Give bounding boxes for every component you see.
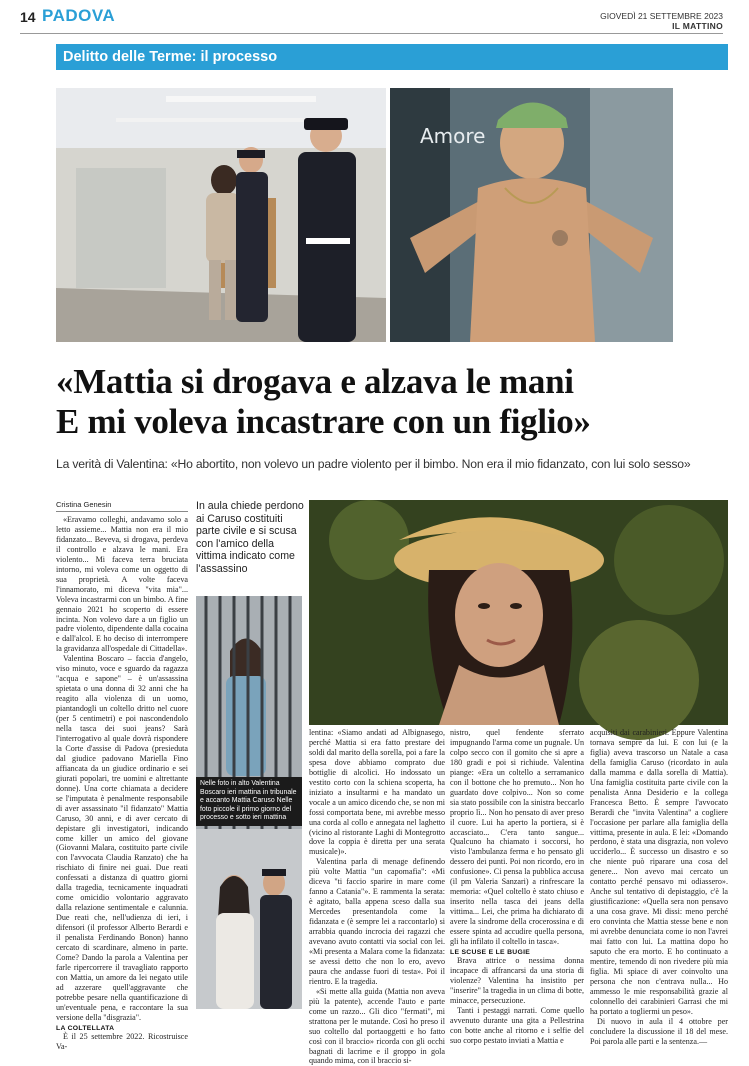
byline: Cristina Genesin — [56, 500, 112, 509]
paragraph: lentina: «Siamo andati ad Albignasego, perché Mattia si era fatto prestare dei soldi dal marito della sorella, poi a fare la spesa dove abbiamo comprato due bottiglie di alcolici. Ho indossato un vestito corto con la schiena scoperta, ha iniziato a insultarmi e ha mandato un vocale a un amico dicendo che, se non mi fossi comportata bene, mi avrebbe messo una corda al collo e annegata nel laghetto (vicino al ristorante Laghi di Montegrotto dove la coppia è diretta per una serata musicale)». — [309, 728, 445, 857]
paragraph: Di nuovo in aula il 4 ottobre per concludere la discussione il 18 del mese. Poi parola alle parti e la sentenza.— — [590, 1016, 728, 1046]
subtitle: La verità di Valentina: «Ho abortito, non volevo un padre violento per il bimbo. Non era il mio fidanzato, con lui solo sesso» — [56, 457, 691, 471]
article-column-2 — [309, 728, 445, 1066]
article-column-1 — [56, 515, 188, 1052]
headline — [56, 362, 728, 442]
photo-caption: Nelle foto in alto Valentina Boscaro ieri mattina in tribunale e accanto Mattia Caruso Nelle foto piccole il primo giorno del processo e sotto ieri mattina — [196, 777, 302, 826]
publication-date: GIOVEDÌ 21 SETTEMBRE 2023 — [600, 11, 723, 21]
headline-line-1: «Mattia si drogava e alzava le mani — [56, 362, 574, 401]
subhead-scuse-bugie: LE SCUSE E LE BUGIE — [450, 948, 531, 956]
topic-banner — [56, 44, 728, 70]
headline-line-2: E mi voleva incastrare con un figlio» — [56, 402, 591, 441]
header-rule — [20, 33, 723, 34]
photo-tattoo-text: Amore — [420, 124, 486, 148]
photo-first-hearing — [196, 829, 302, 1009]
paragraph: «Eravamo colleghi, andavamo solo a letto assieme... Mattia non era il mio fidanzato... Beveva, si drogava, perdeva il controllo e alzava le mani. Era violento... Mi faceva terra bruciata intorno, mi voleva come un oggetto di sua proprietà. A volte faceva l'innamorato, mi diceva "vita mia"... Voleva incastrarmi con un bimbo. A fine gennaio 2021 ho scoperto di essere incinta. Non volevo dare a un figlio un padre violento, dipendente dalla cocaina e dall'alcol. E ho deciso di interrompere la gravidanza all'ospedale di Cittadella». — [56, 515, 188, 654]
paragraph: Tanti i pestaggi narrati. Come quello avvenuto durante una gita a Pellestrina con botte anche al ritorno e i selfie del suo corpo pestato inviati a Mattia e — [450, 1005, 584, 1045]
newspaper-name: IL MATTINO — [672, 21, 723, 31]
paragraph: acquisiti dai carabinieri. Eppure Valentina tornava sempre da lui. E con lui (e la figlia) aveva trascorso un Natale a casa della famiglia Caruso (ricordato in aula dalla mamma e dalla sorella di Mattia). Una famiglia costituita parte civile con la penalista Anna Desiderio e la collega Francesca Betto. È sempre l'avvocato Berardi che "invita Valentina" a cogliere l'occasione per parlare alla famiglia della vittima, presente in aula. E lei: «Domando perdono, è stata una disgrazia, non volevo ucciderlo... È successo un disastro e so che niente può riparare una cosa del genere... Non avevo mai cercato un contatto perché pensavo mi odiassero». Anche sul tentativo di depistaggio, c'è la giustificazione: «Quella sera non pensavo a una cosa grave. Mi dissi: meno perché ero convinta che Mattia stesse bene e non mi avrebbe denunciata come io non l'avrei mai fatto con lui. La mattina dopo ho saputo che era morto. E ho continuato a mentire, temendo di non rivedere più mia figlia. Mi spiace di aver coinvolto una persona che non c'entrava nulla... Ho ammesso le mie responsabilità grazie al colonnello dei carabinieri Garrasi che mi ha portato a togliermi un peso». — [590, 728, 728, 1016]
article-column-4 — [590, 728, 728, 1047]
photo-court-corridor — [56, 88, 386, 342]
photo-court-corridor-illustration — [56, 88, 386, 342]
photo-first-hearing-illustration — [196, 829, 302, 1009]
paragraph: Valentina Boscaro – faccia d'angelo, viso minuto, voce e sguardo da ragazza "acqua e sapone" – è un'assassina spietata o una donna di 32 anni che ha reagito alla violenza di un uomo, piantandogli un coltello dritto nel cuore (per 5 centimetri) e poi nascondendolo nella tasca dei suoi jeans? Sarà l'interrogativo al quale dovrà rispondere la Corte d'assise di Padova (presieduta dal giudice padovano Mariella Fino affiancata da un giudice ordinario e sei giurati popolari, tre uomini e altrettante donne). Una corte chiamata a decidere se l'imputata è penalmente responsabile di aver assassinato "il fidanzato" Mattia Caruso, 30 anni, e di aver cercato di depistare gli investigatori, indicando come killer un amico del giovane (Giovanni Malara, costituito parte civile con l'avvocata Claudia Ranzato) che ha rischiato di finire nei guai. Due reati confessati a distanza di quattro giorni dalla tragedia, tecnicamente inquadrati come omicidio volontario aggravato dalla relazione sentimentale e calunnia. Due reati che, nell'udienza di ieri, i difensori (il professor Alberto Berardi e il penalista Ferdinando Bonon) hanno cercato di scardinare, almeno in parte. Come? Dando la parola a Valentina per farle ripercorrere il travagliato rapporto con Mattia, un amore da lei negato utile ad azzerare quell'aggravante che potrebbe pesare nella quantificazione di un'eventuale pena, e raccontare la sua versione della "disgrazia". — [56, 654, 188, 1022]
paragraph: Valentina parla di menage definendo più volte Mattia "un capomafia": «Mi diceva "ti faccio sparire in mare come fanno a Catania"». E rammenta la serata: è agitato, balla appena sceso dalla sua Mercedes presentandola come la fidanzata e (è sempre lei a raccontarlo) si arrabbia quando incrocia dei ragazzi che avevano avuto contatti via social con lei. «Mi presenta a Malara come la fidanzata: se avessi detto che non lo ero, avevo paura che andasse fuori di testa». Poi il rientro. E la tragedia. — [309, 857, 445, 986]
section-name: PADOVA — [42, 6, 116, 25]
paragraph: «Si mette alla guida (Mattia non aveva più la patente), accende l'auto e parte come un razzo... Gli dico "fermati", mi strattona per le mutande. Così ho preso il suo coltello dal portaoggetti e ho fatto così con il braccio» ricorda con gli occhi bagnati di lacrime e il groppo in gola quando mima, con il braccio si- — [309, 986, 445, 1066]
photo-mattia-caruso — [390, 88, 673, 342]
topic-banner-label: Delitto delle Terme: il processo — [63, 49, 278, 65]
paragraph: È il 25 settembre 2022. Ricostruisce Va- — [56, 1031, 188, 1051]
photo-valentina-boscaro — [309, 500, 728, 725]
article-column-3 — [450, 728, 584, 1046]
subhead-coltellata: LA COLTELLATA — [56, 1024, 115, 1032]
page-number: 14 — [20, 9, 36, 25]
photo-valentina-boscaro-illustration — [309, 500, 728, 725]
paragraph: Brava attrice o nessima donna incapace di affrancarsi da una storia di violenze? Valentina ha insistito per "inserire" la tragedia in un clima di botte, minacce, persecuzione. — [450, 955, 584, 1005]
byline-rule — [56, 511, 188, 512]
paragraph: nistro, quel fendente sferrato impugnando l'arma come un pugnale. Un colpo secco con il gomito che si apre a 180 gradi e poi si richiude. Valentina piange: «Era un coltello a serramanico con il bottone che ho premuto... Non ho guardato dove colpivo... Non so come sia stato possibile con la sinistra beccarlo proprio lì... Non ho pensato di aver preso il cuore. Lui ha aperto la portiera, si è accasciato... C'era tanto sangue... Qualcuno ha chiamato i soccorsi, ho visto l'ambulanza ferma e ho pensato gli dessero dei punti. Poi non ricordo, ero in confusione». Ci pensa la pubblica accusa (il pm Valeria Sanzari) a rinfrescare la memoria: «Quel coltello è stato chiuso e inserito nella tasca dei jeans della vittima... Lei, che prima ha dichiarato di avere la sindrome della crocerossina e di essere spinta ad accudire quella persona, gli ha infilato il coltello in tasca». — [450, 728, 584, 947]
sidebar-pull-quote: In aula chiede perdono ai Caruso costituiti parte civile e si scusa con l'amico della vittima indicato come l'assassino — [196, 500, 304, 575]
photo-mattia-caruso-illustration — [390, 88, 673, 342]
